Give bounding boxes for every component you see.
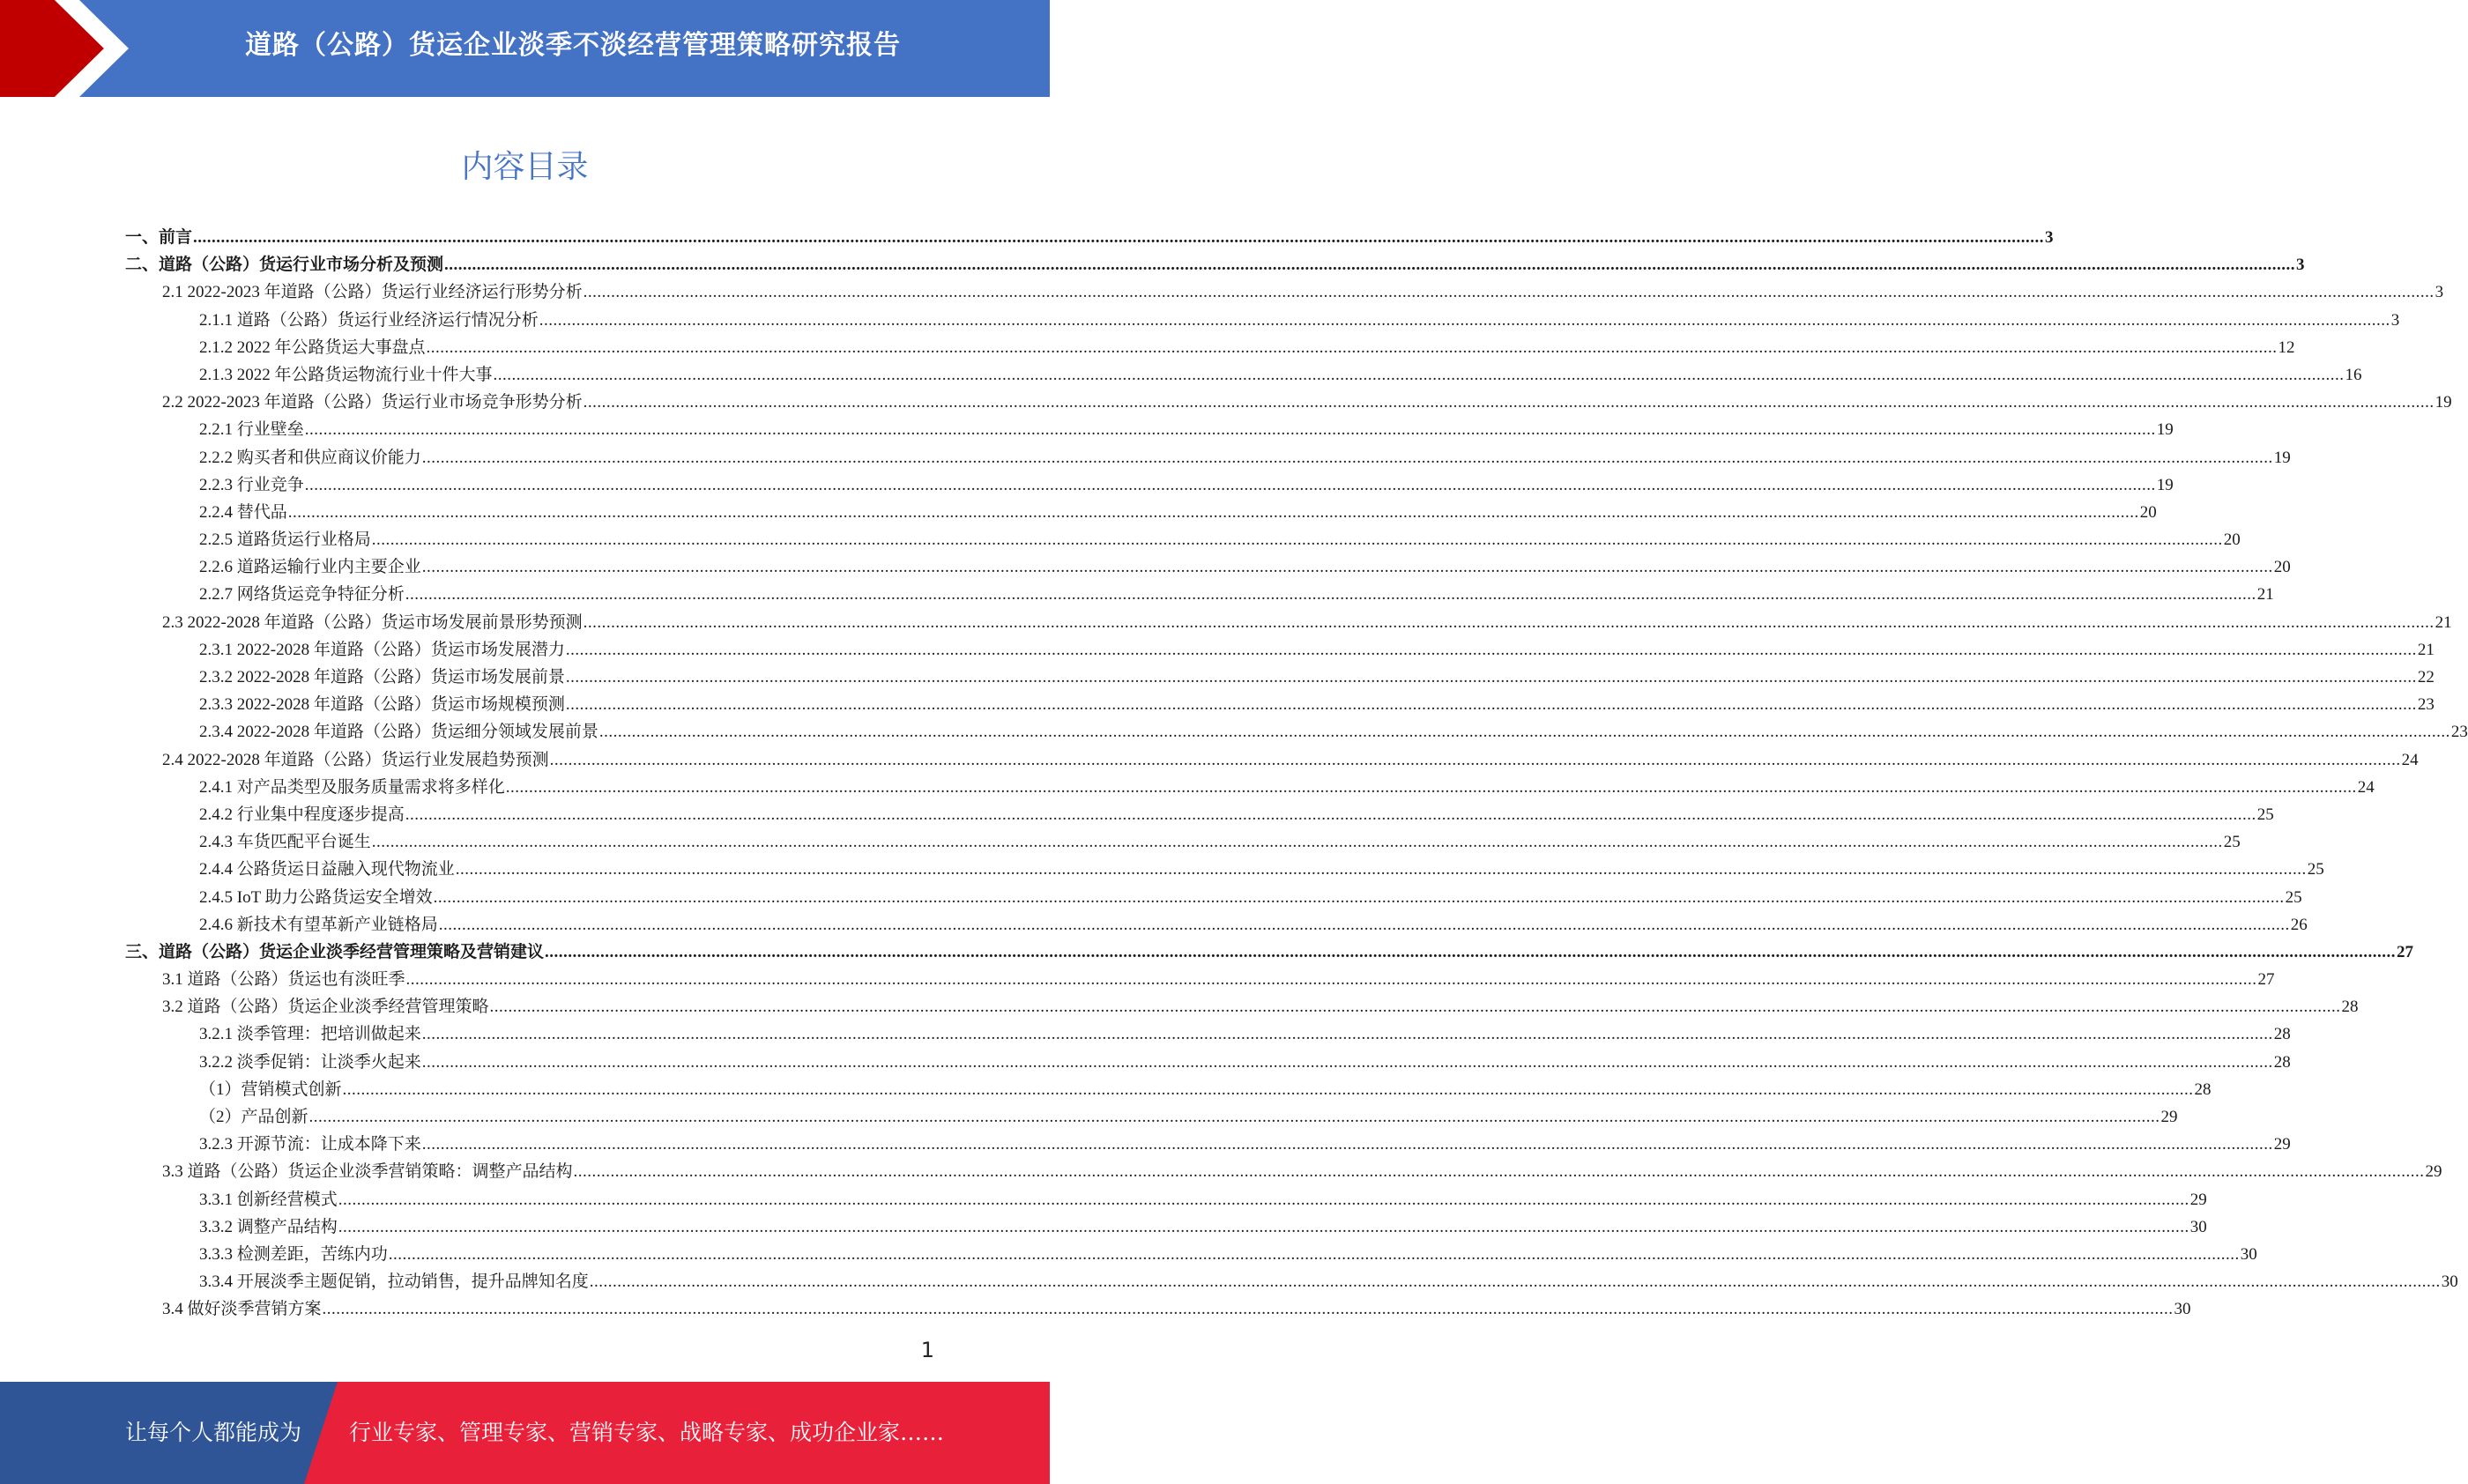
toc-entry[interactable] [125, 334, 2295, 361]
toc-entry-page: 28 [2341, 998, 2359, 1017]
report-title: 道路（公路）货运企业淡季不淡经营管理策略研究报告 [245, 30, 901, 61]
toc-entry-title: 3.3.1 创新经营模式 [199, 1190, 338, 1209]
toc-entry-page: 21 [2435, 612, 2452, 632]
toc-entry-title: 2.3.1 2022-2028 年道路（公路）货运市场发展潜力 [199, 640, 565, 659]
toc-leader-dots: ................................................................................................................................................................................................................................................................................................................................................................................................................ [342, 1080, 2194, 1099]
toc-leader-dots: ................................................................................................................................................................................................................................................................................................................................................................................................................ [421, 448, 2273, 467]
toc-entry[interactable] [125, 884, 2302, 911]
toc-leader-dots: ................................................................................................................................................................................................................................................................................................................................................................................................................ [304, 475, 2156, 494]
toc-entry[interactable] [125, 499, 2157, 526]
toc-entry[interactable] [125, 939, 2414, 966]
toc-entry[interactable] [125, 224, 2054, 251]
toc-leader-dots: ................................................................................................................................................................................................................................................................................................................................................................................................................ [589, 1273, 2441, 1292]
toc-entry-title: 3.3.4 开展淡季主题促销，拉动销售，提升品牌知名度 [199, 1273, 589, 1292]
toc-leader-dots: ................................................................................................................................................................................................................................................................................................................................................................................................................ [405, 585, 2256, 605]
toc-entry-page: 28 [2194, 1080, 2212, 1099]
toc-entry[interactable] [125, 1020, 2291, 1048]
toc-entry-page: 26 [2290, 915, 2308, 934]
toc-entry-title: 2.4.4 公路货运日益融入现代物流业 [199, 860, 455, 879]
toc-entry-title: 3.2 道路（公路）货运企业淡季经营管理策略 [162, 998, 489, 1017]
toc-entry[interactable] [125, 526, 2241, 553]
toc-leader-dots: ................................................................................................................................................................................................................................................................................................................................................................................................................ [539, 310, 2390, 330]
toc-entry-title: 二、道路（公路）货运行业市场分析及预测 [125, 256, 444, 275]
toc-entry-title: 3.3.2 调整产品结构 [199, 1217, 338, 1236]
toc-entry-page: 29 [2425, 1162, 2442, 1182]
toc-entry[interactable] [125, 1295, 2191, 1323]
toc-entry-title: 2.2.7 网络货运竞争特征分析 [199, 585, 405, 605]
toc-entry-title: 一、前言 [125, 228, 193, 247]
toc-entry-page: 3 [2296, 256, 2305, 275]
toc-entry-title: 2.3 2022-2028 年道路（公路）货运市场发展前景形势预测 [162, 612, 583, 632]
toc-entry-title: 2.2.1 行业壁垒 [199, 420, 304, 440]
toc-entry-page: 19 [2435, 393, 2452, 412]
toc-entry-page: 25 [2285, 887, 2302, 907]
toc-entry[interactable] [125, 1076, 2212, 1103]
toc-entry-title: 2.2.2 购买者和供应商议价能力 [199, 448, 421, 467]
toc-entry-title: 3.2.1 淡季管理：把培训做起来 [199, 1025, 421, 1044]
toc-entry-page: 25 [2223, 833, 2241, 852]
toc-entry[interactable] [125, 828, 2241, 856]
toc-leader-dots: ................................................................................................................................................................................................................................................................................................................................................................................................................ [583, 393, 2435, 412]
toc-entry-title: 2.3.3 2022-2028 年道路（公路）货运市场规模预测 [199, 695, 565, 715]
toc-entry[interactable] [125, 691, 2435, 718]
toc-entry-title: 2.4.1 对产品类型及服务质量需求将多样化 [199, 777, 505, 797]
toc-leader-dots: ................................................................................................................................................................................................................................................................................................................................................................................................................ [505, 777, 2357, 797]
toc-entry-title: 3.1 道路（公路）货运也有淡旺季 [162, 970, 405, 990]
toc-leader-dots: ................................................................................................................................................................................................................................................................................................................................................................................................................ [438, 915, 2290, 934]
toc-entry-page: 30 [2240, 1244, 2257, 1264]
toc-entry-title: 2.2 2022-2023 年道路（公路）货运行业市场竞争形势分析 [162, 393, 583, 412]
toc-entry-page: 24 [2357, 777, 2375, 797]
toc-entry[interactable] [125, 636, 2435, 664]
page-number: 1 [920, 1338, 934, 1362]
toc-leader-dots: ................................................................................................................................................................................................................................................................................................................................................................................................................ [388, 1244, 2240, 1264]
toc-entry[interactable] [125, 1213, 2207, 1241]
toc-leader-dots: ................................................................................................................................................................................................................................................................................................................................................................................................................ [444, 256, 2296, 275]
toc-entry-title: 2.1.2 2022 年公路货运大事盘点 [199, 338, 426, 357]
toc-leader-dots: ................................................................................................................................................................................................................................................................................................................................................................................................................ [405, 805, 2256, 824]
toc-leader-dots: ................................................................................................................................................................................................................................................................................................................................................................................................................ [421, 1135, 2273, 1154]
toc-leader-dots: ................................................................................................................................................................................................................................................................................................................................................................................................................ [371, 531, 2223, 550]
toc-entry-page: 23 [2450, 723, 2468, 742]
toc-entry-title: 2.1.3 2022 年公路货运物流行业十件大事 [199, 365, 493, 384]
toc-entry-page: 3 [2435, 283, 2444, 302]
toc-entry-page: 3 [2045, 228, 2054, 247]
toc-leader-dots: ................................................................................................................................................................................................................................................................................................................................................................................................................ [565, 695, 2417, 715]
toc-leader-dots: ................................................................................................................................................................................................................................................................................................................................................................................................................ [304, 420, 2156, 440]
toc-leader-dots: ................................................................................................................................................................................................................................................................................................................................................................................................................ [322, 1300, 2174, 1319]
toc-entry-page: 24 [2401, 750, 2419, 769]
toc-leader-dots: ................................................................................................................................................................................................................................................................................................................................................................................................................ [421, 1025, 2273, 1044]
toc-leader-dots: ................................................................................................................................................................................................................................................................................................................................................................................................................ [421, 1052, 2273, 1072]
toc-heading: 内容目录 [461, 149, 589, 185]
toc-entry-page: 25 [2307, 860, 2324, 879]
toc-entry[interactable] [125, 1186, 2207, 1213]
toc-entry-title: 2.4 2022-2028 年道路（公路）货运行业发展趋势预测 [162, 750, 549, 769]
toc-entry[interactable] [125, 746, 2419, 774]
toc-leader-dots: ................................................................................................................................................................................................................................................................................................................................................................................................................ [583, 283, 2435, 302]
toc-leader-dots: ................................................................................................................................................................................................................................................................................................................................................................................................................ [421, 558, 2273, 577]
toc-entry[interactable] [125, 581, 2274, 608]
toc-entry-page: 23 [2417, 695, 2435, 715]
toc-entry[interactable] [125, 553, 2291, 581]
toc-entry-title: 3.4 做好淡季营销方案 [162, 1300, 322, 1319]
toc-entry-page: 30 [2189, 1217, 2207, 1236]
toc-entry-title: 2.4.5 IoT 助力公路货运安全增效 [199, 887, 433, 907]
toc-leader-dots: ................................................................................................................................................................................................................................................................................................................................................................................................................ [565, 640, 2417, 659]
toc-entry-page: 30 [2174, 1300, 2191, 1319]
toc-entry-page: 12 [2278, 338, 2295, 357]
toc-entry-page: 20 [2223, 531, 2241, 550]
toc-entry[interactable] [125, 389, 2452, 416]
toc-entry-page: 20 [2139, 502, 2157, 522]
toc-entry[interactable] [125, 801, 2274, 828]
toc-entry[interactable] [125, 471, 2174, 499]
toc-leader-dots: ................................................................................................................................................................................................................................................................................................................................................................................................................ [583, 612, 2435, 632]
toc-entry[interactable] [125, 718, 2468, 746]
toc-entry[interactable] [125, 416, 2174, 443]
toc-entry-page: 27 [2257, 970, 2275, 990]
toc-entry-title: 2.2.4 替代品 [199, 502, 287, 522]
toc-entry-page: 21 [2417, 640, 2435, 659]
footer-slogan-right: 行业专家、管理专家、营销专家、战略专家、成功企业家…… [349, 1420, 945, 1445]
toc-entry-title: 2.1 2022-2023 年道路（公路）货运行业经济运行形势分析 [162, 283, 583, 302]
toc-entry-title: 2.3.2 2022-2028 年道路（公路）货运市场发展前景 [199, 668, 565, 686]
toc-leader-dots: ................................................................................................................................................................................................................................................................................................................................................................................................................ [573, 1162, 2425, 1182]
toc-entry[interactable] [125, 856, 2324, 883]
toc-leader-dots: ................................................................................................................................................................................................................................................................................................................................................................................................................ [426, 338, 2278, 357]
toc-leader-dots: ................................................................................................................................................................................................................................................................................................................................................................................................................ [371, 833, 2223, 852]
toc-entry[interactable] [125, 609, 2452, 636]
toc-entry-page: 29 [2189, 1190, 2207, 1209]
toc-entry-page: 29 [2160, 1108, 2178, 1126]
toc-leader-dots: ................................................................................................................................................................................................................................................................................................................................................................................................................ [493, 365, 2345, 384]
toc-entry-page: 28 [2273, 1025, 2291, 1044]
toc-entry[interactable] [125, 1241, 2257, 1268]
toc-entry-title: 3.2.2 淡季促销：让淡季火起来 [199, 1052, 421, 1072]
footer-slogan-left: 让每个人都能成为 [125, 1420, 302, 1445]
toc-entry[interactable] [125, 444, 2291, 471]
toc-entry-page: 25 [2256, 805, 2274, 824]
toc-entry-title: 2.4.2 行业集中程度逐步提高 [199, 805, 405, 824]
toc-leader-dots: ................................................................................................................................................................................................................................................................................................................................................................................................................ [549, 750, 2401, 769]
toc-entry[interactable] [125, 1268, 2458, 1295]
toc-entry[interactable] [125, 664, 2435, 691]
toc-entry-page: 19 [2156, 420, 2174, 440]
toc-entry[interactable] [125, 278, 2444, 306]
toc-entry[interactable] [125, 307, 2400, 334]
toc-leader-dots: ................................................................................................................................................................................................................................................................................................................................................................................................................ [308, 1108, 2160, 1126]
toc-entry[interactable] [125, 1103, 2178, 1131]
toc-entry[interactable] [125, 1049, 2291, 1076]
footer-banner [0, 1382, 1050, 1484]
toc-entry-page: 28 [2273, 1052, 2291, 1072]
toc-leader-dots: ................................................................................................................................................................................................................................................................................................................................................................................................................ [545, 942, 2397, 961]
toc-entry-title: （1）营销模式创新 [199, 1080, 342, 1099]
toc-entry-title: 3.2.3 开源节流：让成本降下来 [199, 1135, 421, 1154]
toc-leader-dots: ................................................................................................................................................................................................................................................................................................................................................................................................................ [598, 723, 2450, 742]
toc-entry-title: 2.2.6 道路运输行业内主要企业 [199, 558, 421, 577]
toc-entry[interactable] [125, 966, 2275, 993]
toc-leader-dots: ................................................................................................................................................................................................................................................................................................................................................................................................................ [287, 502, 2139, 522]
toc-entry-title: 2.4.3 车货匹配平台诞生 [199, 833, 371, 852]
toc-entry-page: 3 [2390, 310, 2400, 330]
toc-entry[interactable] [125, 1158, 2442, 1185]
toc-leader-dots: ................................................................................................................................................................................................................................................................................................................................................................................................................ [338, 1217, 2189, 1236]
header-banner [0, 0, 1050, 97]
toc-leader-dots: ................................................................................................................................................................................................................................................................................................................................................................................................................ [455, 860, 2307, 879]
toc-entry[interactable] [125, 251, 2305, 278]
toc-entry-page: 27 [2397, 942, 2414, 961]
toc-entry-title: （2）产品创新 [199, 1108, 308, 1126]
toc-entry-page: 19 [2156, 475, 2174, 494]
toc-entry[interactable] [125, 774, 2375, 801]
toc-leader-dots: ................................................................................................................................................................................................................................................................................................................................................................................................................ [193, 228, 2045, 247]
toc-entry-page: 16 [2345, 365, 2362, 384]
toc-entry-title: 3.3.3 检测差距，苦练内功 [199, 1244, 388, 1264]
toc-entry[interactable] [125, 993, 2359, 1020]
toc-entry[interactable] [125, 1131, 2291, 1158]
toc-entry-page: 29 [2273, 1135, 2291, 1154]
toc-entry-page: 21 [2256, 585, 2274, 605]
toc-entry-title: 2.4.6 新技术有望革新产业链格局 [199, 915, 438, 934]
toc-entry-title: 2.3.4 2022-2028 年道路（公路）货运细分领域发展前景 [199, 723, 598, 742]
toc-entry-page: 19 [2273, 448, 2291, 467]
toc-entry-title: 三、道路（公路）货运企业淡季经营管理策略及营销建议 [125, 942, 545, 961]
table-of-contents [125, 224, 2468, 1324]
toc-entry-title: 2.2.5 道路货运行业格局 [199, 531, 371, 550]
toc-entry-page: 20 [2273, 558, 2291, 577]
toc-entry[interactable] [125, 911, 2308, 939]
toc-leader-dots: ................................................................................................................................................................................................................................................................................................................................................................................................................ [405, 970, 2257, 990]
toc-leader-dots: ................................................................................................................................................................................................................................................................................................................................................................................................................ [338, 1190, 2189, 1209]
toc-entry[interactable] [125, 361, 2362, 389]
toc-leader-dots: ................................................................................................................................................................................................................................................................................................................................................................................................................ [565, 668, 2417, 686]
toc-entry-title: 2.2.3 行业竞争 [199, 475, 304, 494]
toc-leader-dots: ................................................................................................................................................................................................................................................................................................................................................................................................................ [433, 887, 2285, 907]
toc-entry-title: 2.1.1 道路（公路）货运行业经济运行情况分析 [199, 310, 539, 330]
toc-entry-page: 30 [2441, 1273, 2458, 1292]
toc-entry-page: 22 [2417, 668, 2435, 686]
toc-leader-dots: ................................................................................................................................................................................................................................................................................................................................................................................................................ [489, 998, 2341, 1017]
toc-entry-title: 3.3 道路（公路）货运企业淡季营销策略：调整产品结构 [162, 1162, 573, 1182]
